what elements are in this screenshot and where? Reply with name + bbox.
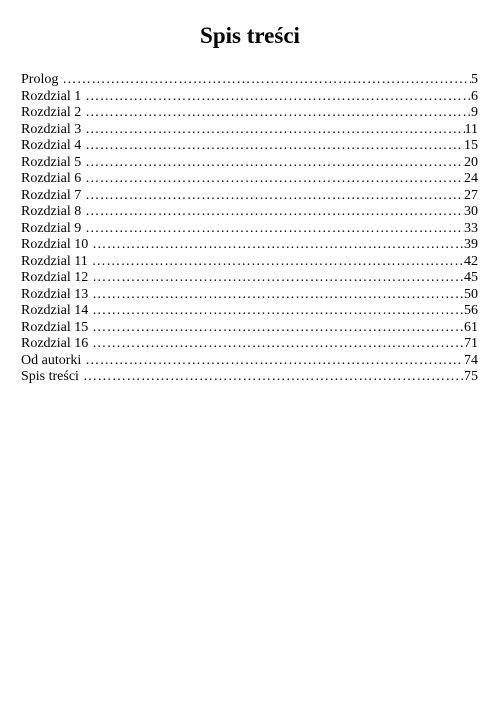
toc-entry-label: Rozdzial 4: [21, 138, 82, 153]
toc-dot-leader: [62, 72, 471, 89]
toc-entry-label: Rozdzial 11: [21, 253, 88, 269]
toc-dot-leader: [92, 237, 464, 254]
toc-dot-leader: [83, 369, 464, 386]
toc-entry: [21, 122, 478, 139]
toc-dot-leader: [85, 221, 464, 238]
toc-entry-label: Rozdzial 14: [21, 303, 89, 318]
toc-entry-page: 24: [464, 171, 478, 186]
toc-entry: [21, 369, 478, 386]
toc-entry: [21, 237, 478, 254]
toc-entry-page: 42: [464, 253, 478, 269]
toc-entry-label: Spis treści: [21, 369, 79, 384]
toc-entry-page: 71: [464, 336, 478, 351]
toc-entry-label: Rozdzial 1: [21, 88, 82, 104]
toc-entry-page: 6: [471, 88, 478, 104]
toc-entry-label: Rozdzial 7: [21, 187, 82, 203]
toc-dot-leader: [92, 336, 464, 353]
toc-entry-label: Rozdzial 15: [21, 319, 89, 335]
toc-entry: [21, 221, 478, 238]
toc-entry-page: 9: [471, 105, 478, 120]
toc-entry: [21, 89, 478, 106]
toc-entry-page: 45: [464, 270, 478, 285]
toc-entry-page: 56: [464, 303, 478, 318]
toc-entry: [21, 303, 478, 320]
toc-dot-leader: [92, 270, 464, 287]
toc-entry: [21, 138, 478, 155]
toc-entry: [21, 171, 478, 188]
toc-entry: [21, 287, 478, 304]
toc-entry-label: Rozdzial 9: [21, 220, 82, 236]
toc-entry-label: Rozdzial 2: [21, 105, 82, 120]
toc-dot-leader: [92, 303, 464, 320]
toc-dot-leader: [85, 353, 464, 370]
toc-entry-page: 33: [464, 220, 478, 236]
toc-entry-label: Rozdzial 3: [21, 121, 82, 137]
toc-dot-leader: [85, 204, 464, 221]
toc-dot-leader: [85, 89, 471, 106]
toc-entry-label: Rozdzial 6: [21, 171, 82, 186]
toc-entry-page: 15: [464, 138, 478, 153]
toc-dot-leader: [85, 155, 464, 172]
table-of-contents: [21, 72, 478, 386]
toc-dot-leader: [85, 138, 464, 155]
toc-dot-leader: [92, 287, 464, 304]
toc-entry-label: Prolog: [21, 72, 59, 87]
toc-dot-leader: [85, 105, 471, 122]
toc-entry-page: 74: [464, 352, 478, 368]
toc-entry-label: Rozdzial 16: [21, 336, 89, 351]
toc-entry-page: 61: [464, 319, 478, 335]
toc-dot-leader: [92, 320, 464, 337]
toc-entry-page: 75: [464, 369, 478, 384]
toc-entry-page: 27: [464, 187, 478, 203]
toc-entry: [21, 105, 478, 122]
toc-dot-leader: [85, 171, 464, 188]
toc-entry-label: Rozdzial 10: [21, 237, 89, 252]
toc-entry: [21, 336, 478, 353]
toc-entry-page: 5: [471, 72, 478, 87]
toc-dot-leader: [85, 122, 464, 139]
toc-entry-page: 30: [464, 204, 478, 219]
toc-dot-leader: [85, 188, 464, 205]
toc-entry: [21, 188, 478, 205]
toc-entry-page: 50: [464, 286, 478, 302]
toc-entry-label: Rozdzial 13: [21, 286, 89, 302]
toc-entry: [21, 155, 478, 172]
toc-entry: [21, 270, 478, 287]
toc-entry-label: Rozdzial 12: [21, 270, 89, 285]
toc-entry: [21, 72, 478, 89]
page-title: Spis treści: [200, 23, 300, 48]
toc-entry: [21, 254, 478, 271]
toc-dot-leader: [92, 254, 464, 271]
toc-entry-label: Rozdzial 8: [21, 204, 82, 219]
toc-entry-page: 39: [464, 237, 478, 252]
toc-entry-label: Rozdzial 5: [21, 154, 82, 170]
toc-entry-page: 20: [464, 154, 478, 170]
toc-entry: [21, 320, 478, 337]
toc-entry: [21, 353, 478, 370]
toc-entry-page: 11: [464, 121, 478, 137]
toc-entry-label: Od autorki: [21, 352, 82, 368]
toc-entry: [21, 204, 478, 221]
